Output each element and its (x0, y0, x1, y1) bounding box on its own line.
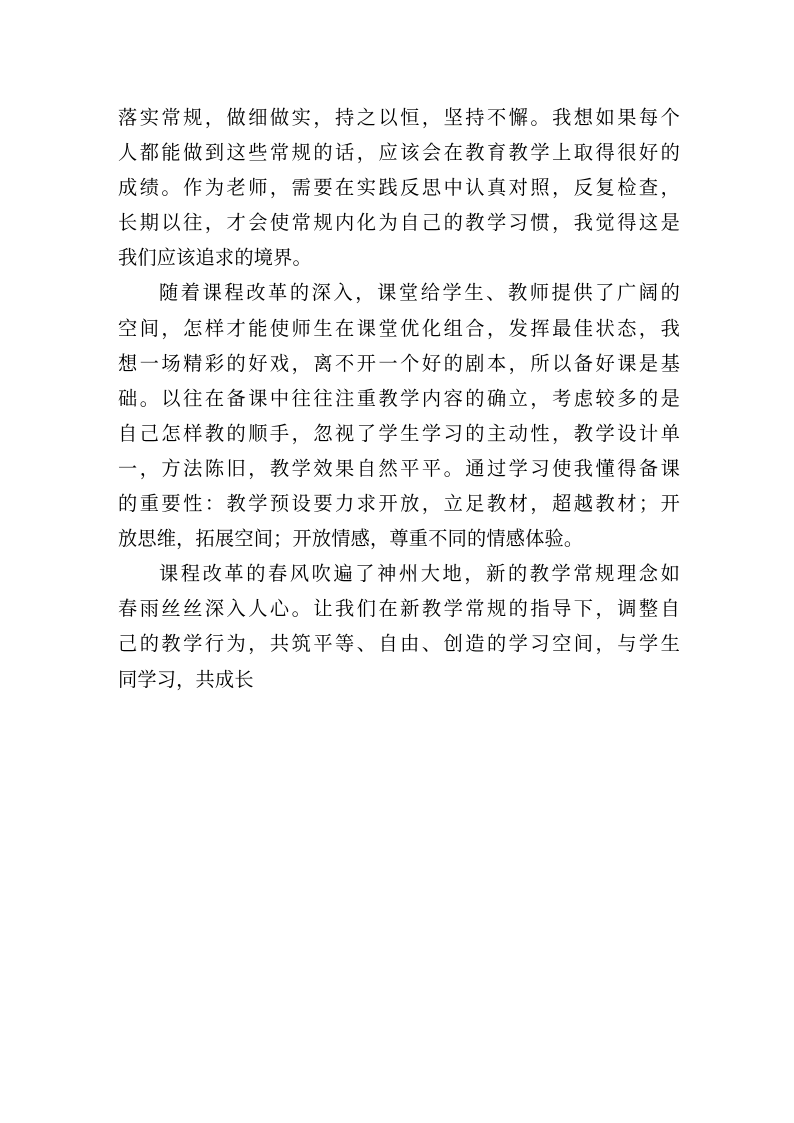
paragraph-line: 己的教学行为，共筑平等、自由、创造的学习空间，与学生 (118, 632, 680, 656)
paragraph-line: 一，方法陈旧，教学效果自然平平。通过学习使我懂得备课 (118, 456, 680, 480)
paragraph-line: 础。以往在备课中往往注重教学内容的确立，考虑较多的是 (118, 386, 680, 410)
paragraph-line: 落实常规，做细做实，持之以恒，坚持不懈。我想如果每个 (118, 106, 680, 129)
paragraph-line: 同学习，共成长 (118, 667, 254, 691)
paragraph-line: 长期以往，才会使常规内化为自己的教学习惯，我觉得这是 (118, 211, 680, 235)
paragraph-line: 自己怎样教的顺手，忽视了学生学习的主动性，教学设计单 (118, 421, 680, 445)
document-body (118, 100, 680, 697)
paragraph-line: 春雨丝丝深入人心。让我们在新教学常规的指导下，调整自 (118, 597, 680, 621)
paragraph-3 (118, 556, 680, 696)
paragraph-line: 人都能做到这些常规的话，应该会在教育教学上取得很好的 (118, 141, 680, 165)
paragraph-line: 成绩。作为老师，需要在实践反思中认真对照，反复检查， (118, 176, 680, 200)
paragraph-line: 空间，怎样才能使师生在课堂优化组合，发挥最佳状态，我 (118, 316, 680, 340)
paragraph-line: 我们应该追求的境界。 (118, 246, 312, 270)
paragraph-line: 随着课程改革的深入，课堂给学生、教师提供了广阔的 (159, 281, 680, 305)
paragraph-1 (118, 100, 680, 275)
paragraph-2 (118, 275, 680, 556)
paragraph-line: 放思维，拓展空间；开放情感，尊重不同的情感体验。 (118, 527, 584, 551)
paragraph-line: 想一场精彩的好戏，离不开一个好的剧本，所以备好课是基 (118, 351, 680, 375)
paragraph-line: 课程改革的春风吹遍了神州大地，新的教学常规理念如 (159, 562, 680, 586)
paragraph-line: 的重要性：教学预设要力求开放，立足教材，超越教材；开 (118, 492, 680, 516)
